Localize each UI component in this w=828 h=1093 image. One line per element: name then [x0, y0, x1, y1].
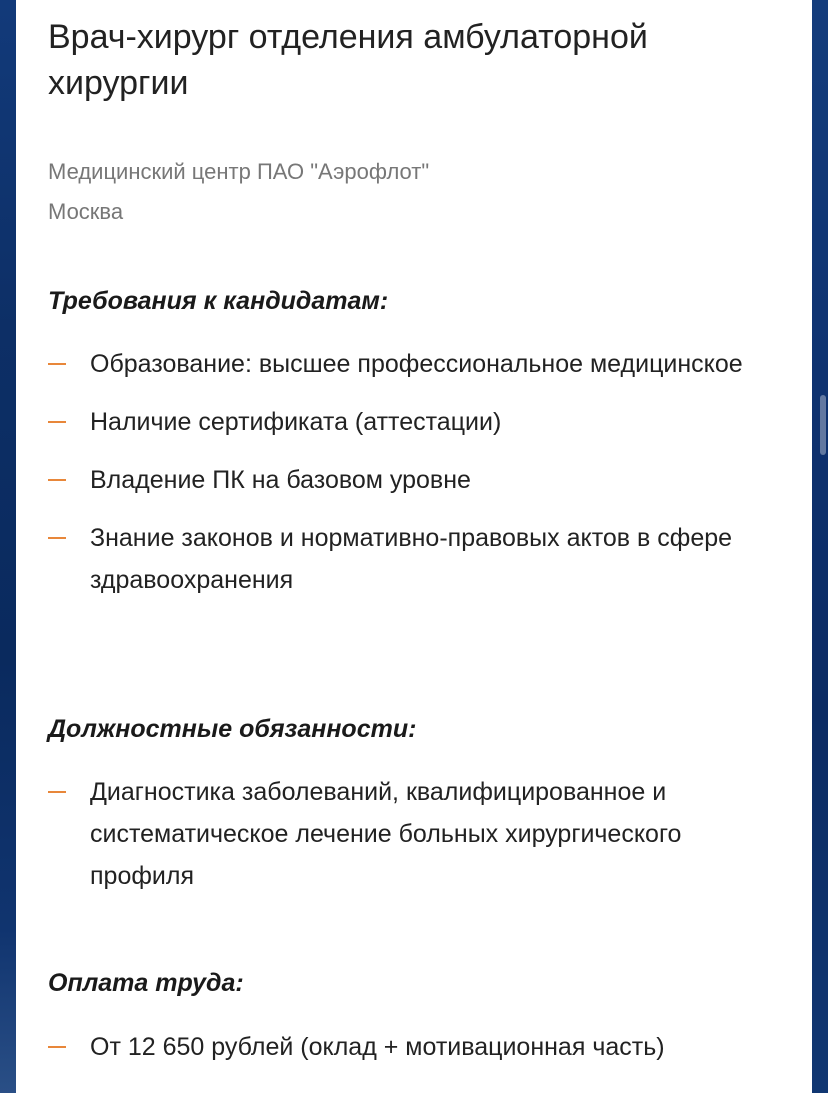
list-item-text: Диагностика заболеваний, квалифицированное и систематическое лечение больных хирургического профиля: [90, 778, 682, 890]
dash-bullet-icon: [48, 537, 66, 539]
vacancy-title: Врач-хирург отделения амбулаторной хирургии: [48, 18, 648, 102]
list-item-text: Владение ПК на базовом уровне: [90, 466, 471, 494]
company-name: Медицинский центр ПАО "Аэрофлот": [48, 159, 430, 184]
list-item: [48, 401, 778, 443]
list-item-text: Знание законов и нормативно-правовых актов в сфере здравоохранения: [90, 524, 733, 594]
list-item: [48, 771, 778, 897]
dash-bullet-icon: [48, 421, 66, 423]
list-item: [48, 343, 778, 385]
dash-bullet-icon: [48, 791, 66, 793]
list-item-text: От 12 650 рублей (оклад + мотивационная часть): [90, 1033, 665, 1061]
background-left-edge: [0, 0, 16, 1093]
salary-list: [48, 1026, 778, 1068]
city-name: Москва: [48, 199, 124, 224]
list-item-text: Образование: высшее профессиональное медицинское: [90, 350, 743, 378]
list-item: [48, 459, 778, 501]
requirements-heading: Требования к кандидатам:: [48, 287, 389, 315]
list-item-text: Наличие сертификата (аттестации): [90, 408, 502, 436]
dash-bullet-icon: [48, 363, 66, 365]
dash-bullet-icon: [48, 479, 66, 481]
list-item: [48, 517, 778, 601]
scrollbar-thumb[interactable]: [820, 395, 826, 455]
duties-list: [48, 771, 778, 897]
background-right-edge: [812, 0, 828, 1093]
requirements-list: [48, 343, 778, 601]
duties-heading: Должностные обязанности:: [48, 715, 417, 743]
salary-heading: Оплата труда:: [48, 969, 244, 997]
vacancy-card: [16, 0, 812, 1093]
list-item: [48, 1026, 778, 1068]
dash-bullet-icon: [48, 1046, 66, 1048]
